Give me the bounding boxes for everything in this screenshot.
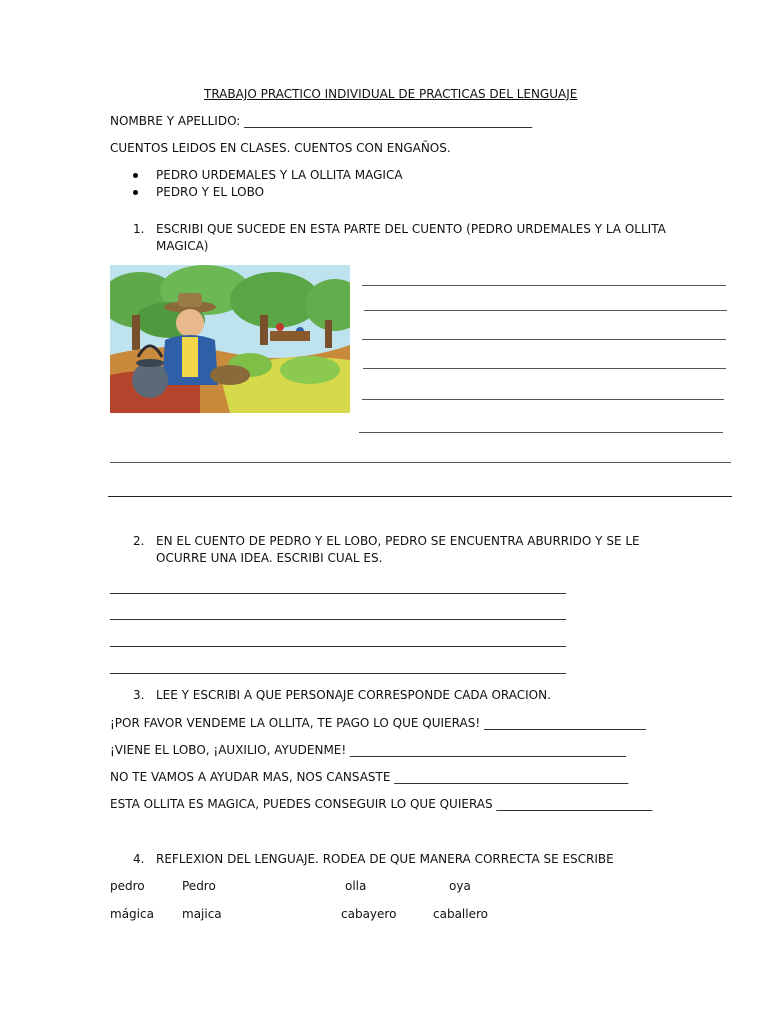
- answer-underscore-line[interactable]: ____________________________________________________________________________: [110, 580, 566, 594]
- question-number: 2.: [133, 534, 145, 548]
- question-number: 3.: [133, 688, 145, 702]
- bullet-dot: [133, 173, 138, 178]
- answer-line[interactable]: [362, 339, 726, 340]
- intro-text: CUENTOS LEIDOS EN CLASES. CUENTOS CON ENGAÑOS.: [110, 141, 451, 155]
- word-option[interactable]: pedro: [110, 879, 145, 893]
- answer-line[interactable]: [359, 432, 723, 433]
- word-option[interactable]: majica: [182, 907, 222, 921]
- answer-underscore-line[interactable]: ____________________________________________________________________________: [110, 606, 566, 620]
- story-illustration: [110, 265, 350, 413]
- sentence-item: ESTA OLLITA ES MAGICA, PUEDES CONSEGUIR LO QUE QUIERAS __________________________: [110, 797, 653, 811]
- question-number: 4.: [133, 852, 145, 866]
- question-text: MAGICA): [156, 239, 209, 253]
- answer-line[interactable]: [364, 310, 727, 311]
- word-option[interactable]: mágica: [110, 907, 154, 921]
- answer-line[interactable]: [108, 496, 732, 497]
- answer-underscore-line[interactable]: ____________________________________________________________________________: [110, 660, 566, 674]
- sentence-item: ¡POR FAVOR VENDEME LA OLLITA, TE PAGO LO QUE QUIERAS! ___________________________: [110, 716, 646, 730]
- word-option[interactable]: olla: [345, 879, 367, 893]
- sentence-item: NO TE VAMOS A AYUDAR MAS, NOS CANSASTE _______________________________________: [110, 770, 629, 784]
- bullet-dot: [133, 190, 138, 195]
- answer-line[interactable]: [362, 399, 724, 400]
- question-text: EN EL CUENTO DE PEDRO Y EL LOBO, PEDRO SE ENCUENTRA ABURRIDO Y SE LE: [156, 534, 640, 548]
- bullet-item: PEDRO Y EL LOBO: [156, 185, 265, 199]
- word-option[interactable]: caballero: [433, 907, 488, 921]
- answer-line[interactable]: [110, 462, 731, 463]
- page-title: TRABAJO PRACTICO INDIVIDUAL DE PRACTICAS DEL LENGUAJE: [204, 87, 578, 101]
- answer-underscore-line[interactable]: ____________________________________________________________________________: [110, 633, 566, 647]
- question-text: LEE Y ESCRIBI A QUE PERSONAJE CORRESPONDE CADA ORACION.: [156, 688, 551, 702]
- question-text: OCURRE UNA IDEA. ESCRIBI CUAL ES.: [156, 551, 383, 565]
- bullet-item: PEDRO URDEMALES Y LA OLLITA MAGICA: [156, 168, 403, 182]
- question-text: ESCRIBI QUE SUCEDE EN ESTA PARTE DEL CUENTO (PEDRO URDEMALES Y LA OLLITA: [156, 222, 666, 236]
- sentence-item: ¡VIENE EL LOBO, ¡AUXILIO, AYUDENME! ______________________________________________: [110, 743, 627, 757]
- question-number: 1.: [133, 222, 145, 236]
- answer-line[interactable]: [362, 285, 726, 286]
- name-field-line: NOMBRE Y APELLIDO: ________________________________________________: [110, 114, 533, 128]
- question-text: REFLEXION DEL LENGUAJE. RODEA DE QUE MANERA CORRECTA SE ESCRIBE: [156, 852, 614, 866]
- word-option[interactable]: cabayero: [341, 907, 397, 921]
- word-option[interactable]: oya: [449, 879, 471, 893]
- answer-line[interactable]: [363, 368, 726, 369]
- word-option[interactable]: Pedro: [182, 879, 216, 893]
